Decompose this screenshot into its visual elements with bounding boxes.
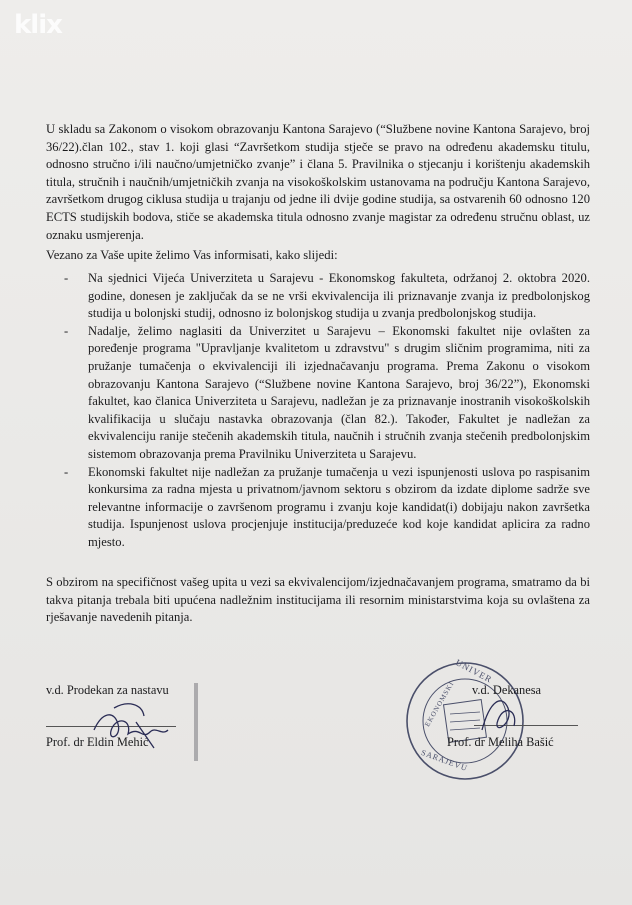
seal-text-bottom: SARAJEVU xyxy=(419,747,469,774)
left-signatory-title: v.d. Prodekan za nastavu xyxy=(46,683,169,697)
klix-watermark: klix xyxy=(14,10,62,40)
bullet-dash: - xyxy=(64,271,69,285)
bullet-text: Nadalje, želimo naglasiti da Univerzitet u Sarajevu – Ekonomski fakultet nije ovlašten za poređenje programa "Upravljanje kvalitetom u zdravstvu" s drugim sličnim programima, niti za pružanje tumačenja o ekvivalenciji ili izjednačavanju programa. Prema Zakonu o visokom obrazovanju Kantona Sarajevo (“Službene novine Kantona Sarajevo, broj 36/22”), Ekonomski fakultet, kao članica Univerziteta u Sarajevu, nadležan je za priznavanje inostranih visokoškolskih kvalifikacija u slučaju nastavka obrazovanja (član 82.). Također, Fakultet je nadležan za ekvivalenciju ranije stečenih akademskih titula, naučnih i stručnih zvanja stečenih predbolonjskim sistemom obrazovanja prema Pravilniku Univerziteta u Sarajevu. xyxy=(88,323,590,461)
seal-text-left: EKONOMSKI xyxy=(423,679,456,729)
right-signatory-name: Prof. dr Meliha Bašić xyxy=(447,735,554,749)
intro-paragraph: U skladu sa Zakonom o visokom obrazovanju Kantona Sarajevo (“Službene novine Kantona Sarajevo, broj 36/22).član 102., stav 1. koji glasi “Završetkom studija stječe se pravo na određenu akademsku titulu, odnosno stručno i/ili naučno/umjetničko zvanje” i člana 5. Pravilnika o stjecanju i korištenju akademskih titula, stručnih i naučnih/umjetničkih zvanja na visokoškolskim ustanovama na području Kantona Sarajevo, završetkom drugog ciklusa studija u trajanju od jedne ili dvije godine studija, sa ostvarenih 60 odnosno 120 ECTS studijskih bodova, stiče se akademska titula odnosno zvanje magistar za određenu stručnu oblast, uz oznaku usmjerenja. xyxy=(46,122,590,242)
bullet-text: Na sjednici Vijeća Univerziteta u Sarajevu - Ekonomskog fakulteta, održanoj 2. oktobra 2020. godine, donesen je zaključak da se ne vrši ekvivalencija ili priznavanje zvanja iz predbolonjskog studija u bolonjski studij, odnosno iz bolonjskog studija u zvanja predbolonjskog studija. xyxy=(88,271,590,321)
closing-paragraph: S obzirom na specifičnost vašeg upita u vezi sa ekvivalencijom/izjednačavanjem programa, smatramo da bi takva pitanja trebala biti upućena nadležnim institucijama ili resornim ministarstvima koja su ovlaštena za rješavanje navedenih pitanja. xyxy=(46,575,590,625)
left-handwritten-signature xyxy=(84,690,204,760)
seal-text-top: UNIVER xyxy=(453,657,495,685)
staple-mark xyxy=(191,683,201,761)
lead-paragraph: Vezano za Vaše upite želimo Vas informisati, kako slijedi: xyxy=(46,248,338,262)
list-item xyxy=(64,323,590,464)
left-signatory-name: Prof. dr Eldin Mehić xyxy=(46,735,149,749)
bullet-text: Ekonomski fakultet nije nadležan za pružanje tumačenja u vezi ispunjenosti uslova po raspisanim konkursima za radna mjesta u privatnom/javnom sektoru s obzirom da izdate diplome sadrže sve relevantne informacije o završenom programu i zvanju koje kandidat(i) dobijaju nakon završetka studija. Ispunjenost uslova procjenjuje institucija/preduzeće kod koje kandidat aplicira za radno mjesto. xyxy=(88,464,590,549)
bullet-dash: - xyxy=(64,323,69,338)
bullet-list xyxy=(64,270,590,552)
list-item xyxy=(64,464,590,552)
list-item xyxy=(64,270,590,323)
bullet-dash: - xyxy=(64,464,69,479)
right-signatory-title: v.d. Dekanesa xyxy=(472,683,542,697)
